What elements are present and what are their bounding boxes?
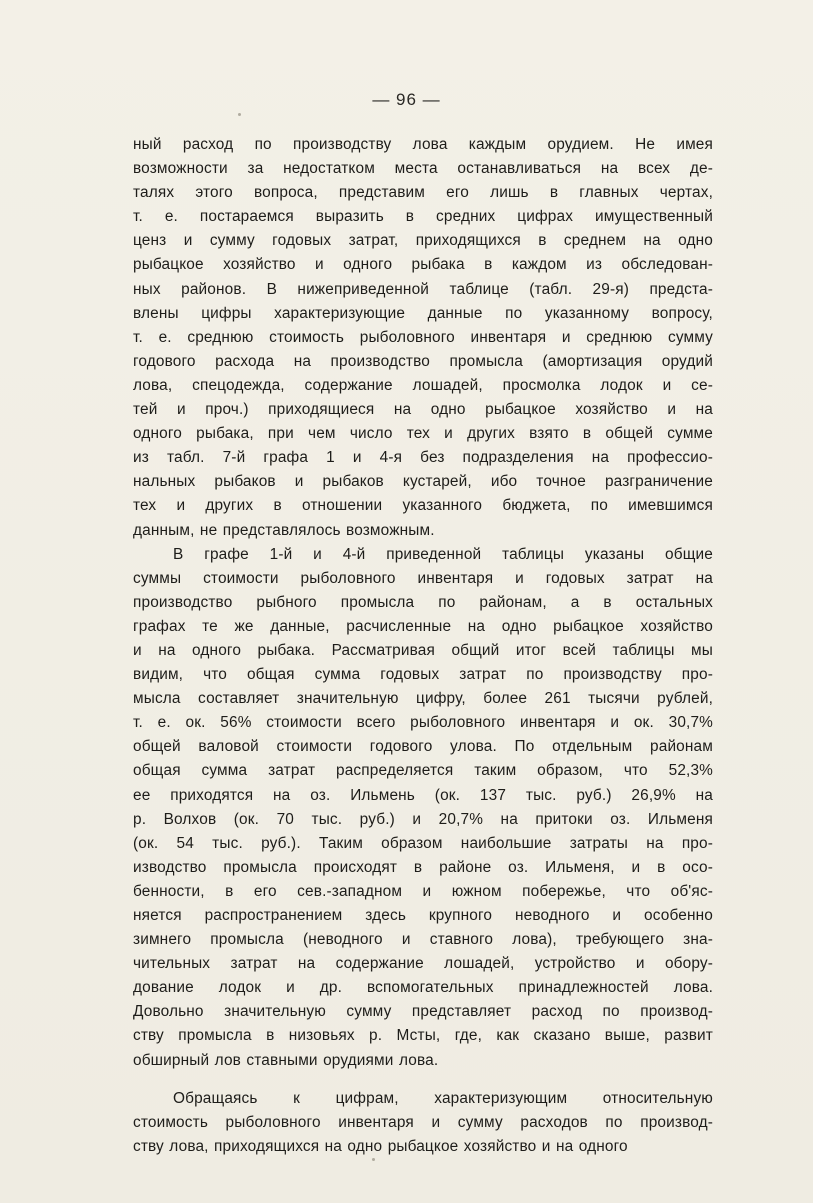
text-line: лова, спецодежда, содержание лошадей, просмолка лодок и се-	[133, 376, 713, 394]
text-line: бенности, в его сев.-западном и южном побережье, что об'яс-	[133, 882, 713, 900]
paragraph-3	[133, 1087, 713, 1159]
text-line: чительных затрат на содержание лошадей, устройство и обору-	[133, 955, 713, 973]
text-line: из табл. 7-й графа 1 и 4-я без подразделения на профессио-	[133, 449, 713, 467]
text-line: талях этого вопроса, представим его лишь в главных чертах,	[133, 184, 713, 202]
text-line: тех и других в отношении указанного бюджета, по имевшимся	[133, 497, 713, 515]
text-line: одного рыбака, при чем число тех и других взято в общей сумме	[133, 425, 713, 443]
text-line: суммы стоимости рыболовного инвентаря и годовых затрат на	[133, 569, 713, 587]
text-line: обширный лов ставными орудиями лова.	[133, 1051, 439, 1069]
paragraph-1	[133, 133, 713, 543]
text-line: ее приходятся на оз. Ильмень (ок. 137 тыс. руб.) 26,9% на	[133, 786, 713, 804]
text-line: и на одного рыбака. Рассматривая общий итог всей таблицы мы	[133, 641, 713, 659]
paragraph-2	[133, 543, 713, 1073]
text-line: ству промысла в низовьях р. Мсты, где, как сказано выше, развит	[133, 1027, 713, 1045]
text-line: р. Волхов (ок. 70 тыс. руб.) и 20,7% на притоки оз. Ильменя	[133, 810, 713, 828]
text-line: стоимость рыболовного инвентаря и сумму расходов по производ-	[133, 1113, 713, 1131]
text-line: общая сумма затрат распределяется таким образом, что 52,3%	[133, 762, 713, 780]
text-line: ству лова, приходящихся на одно рыбацкое хозяйство и на одного	[133, 1137, 628, 1155]
text-line: ный расход по производству лова каждым орудием. Не имея	[133, 136, 713, 153]
text-line: рыбацкое хозяйство и одного рыбака в каждом из обследован-	[133, 256, 713, 274]
text-line: возможности за недостатком места останавливаться на всех де-	[133, 160, 713, 178]
text-line: годового расхода на производство промысла (амортизация орудий	[133, 352, 713, 370]
text-line: зимнего промысла (неводного и ставного лова), требующего зна-	[133, 931, 713, 949]
text-line: (ок. 54 тыс. руб.). Таким образом наибольшие затраты на про-	[133, 834, 713, 852]
text-line: нальных рыбаков и рыбаков кустарей, ибо точное разграничение	[133, 473, 713, 491]
text-line: тей и проч.) приходящиеся на одно рыбацкое хозяйство и на	[133, 401, 713, 419]
paper-speck	[372, 1158, 375, 1161]
text-line: общей валовой стоимости годового улова. По отдельным районам	[133, 738, 713, 756]
text-line: Обращаясь к цифрам, характеризующим относительную	[173, 1089, 713, 1107]
text-line: дование лодок и др. вспомогательных принадлежностей лова.	[133, 979, 713, 997]
text-line: т. е. среднюю стоимость рыболовного инвентаря и среднюю сумму	[133, 328, 713, 346]
page-number: — 96 —	[372, 90, 441, 109]
paragraph-gap	[133, 1073, 713, 1087]
text-line: ных районов. В нижеприведенной таблице (табл. 29-я) предста-	[133, 280, 713, 298]
text-line: т. е. ок. 56% стоимости всего рыболовного инвентаря и ок. 30,7%	[133, 714, 713, 732]
text-line: производство рыбного промысла по районам, а в остальных	[133, 593, 713, 611]
body-text	[133, 133, 713, 1159]
paper-speck	[238, 113, 241, 116]
text-line: мысла составляет значительную цифру, более 261 тысячи рублей,	[133, 690, 713, 708]
text-line: влены цифры характеризующие данные по указанному вопросу,	[133, 304, 713, 322]
text-line: Довольно значительную сумму представляет расход по производ-	[133, 1003, 713, 1021]
text-line: т. е. постараемся выразить в средних цифрах имущественный	[133, 208, 713, 226]
text-line: данным, не представлялось возможным.	[133, 521, 435, 539]
text-line: В графе 1-й и 4-й приведенной таблицы указаны общие	[173, 545, 713, 563]
text-line: ценз и сумму годовых затрат, приходящихся в среднем на одно	[133, 232, 713, 250]
text-line: графах те же данные, расчисленные на одно рыбацкое хозяйство	[133, 617, 713, 635]
text-line: няется распространением здесь крупного неводного и особенно	[133, 907, 713, 924]
text-line: изводство промысла происходят в районе оз. Ильменя, и в осо-	[133, 858, 713, 876]
text-line: видим, что общая сумма годовых затрат по производству про-	[133, 666, 713, 684]
